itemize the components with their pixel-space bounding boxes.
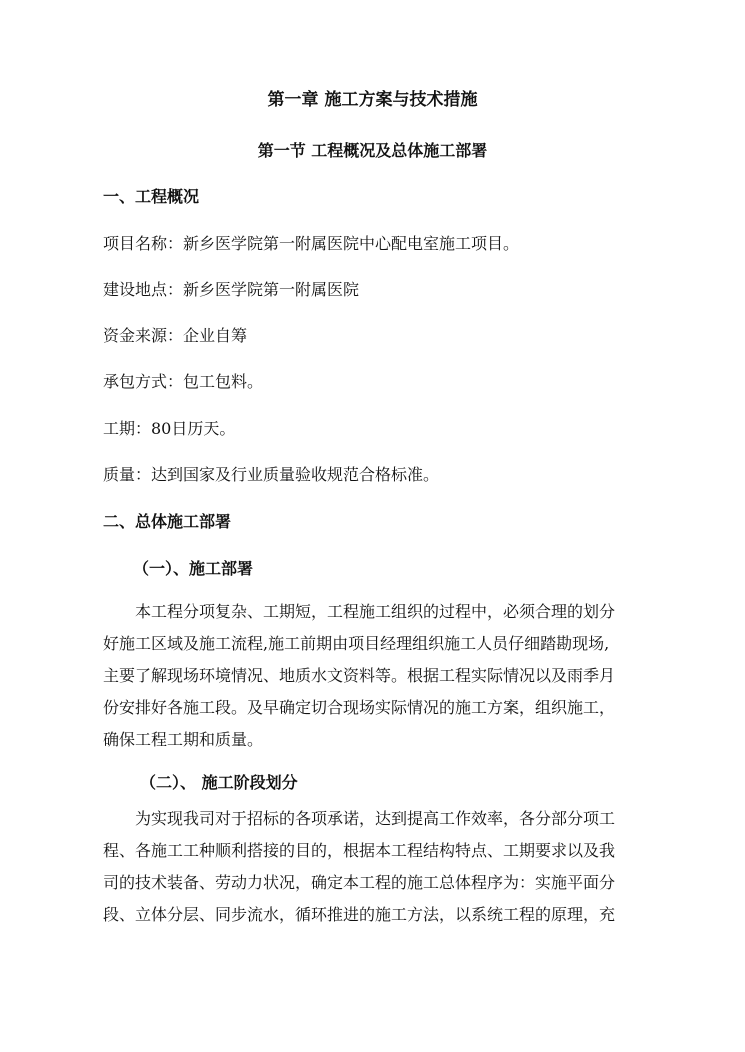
paragraph-deployment — [103, 596, 655, 756]
funding-line: 资金来源：企业自筹 — [103, 326, 248, 345]
project-name-line: 项目名称：新乡医学院第一附属医院中心配电室施工项目。 — [103, 234, 520, 253]
paragraph-line: 程、各施工工种顺利搭接的目的，根据本工程结构特点、工期要求以及我 — [103, 841, 616, 860]
contract-line: 承包方式：包工包料。 — [103, 372, 264, 391]
duration-line: 工期：80日历天。 — [103, 419, 236, 438]
paragraph-line: 确保工程工期和质量。 — [103, 730, 264, 749]
quality-line: 质量：达到国家及行业质量验收规范合格标准。 — [103, 465, 440, 484]
paragraph-line: 份安排好各施工段。及早确定切合现场实际情况的施工方案，组织施工， — [103, 698, 616, 717]
location-line: 建设地点：新乡医学院第一附属医院 — [103, 280, 360, 299]
heading-project-overview: 一、工程概况 — [103, 187, 200, 206]
chapter-title: 第一章 施工方案与技术措施 — [267, 90, 478, 110]
paragraph-line: 段、立体分层、同步流水，循环推进的施工方法，以系统工程的原理，充 — [103, 905, 616, 924]
section-title: 第一节 工程概况及总体施工部署 — [257, 141, 488, 160]
paragraph-line: 司的技术装备、劳动力状况，确定本工程的施工总体程序为：实施平面分 — [103, 873, 616, 892]
heading-overall-deployment: 二、总体施工部署 — [103, 512, 232, 531]
paragraph-line: 为实现我司对于招标的各项承诺，达到提高工作效率，各分部分项工 — [135, 809, 616, 828]
paragraph-line: 主要了解现场环境情况、地质水文资料等。根据工程实际情况以及雨季月 — [103, 666, 616, 685]
subheading-construction-deployment: （一）、施工部署 — [133, 559, 254, 578]
paragraph-line: 好施工区域及施工流程,施工前期由项目经理组织施工人员仔细踏勘现场, — [103, 634, 610, 653]
subheading-construction-stages: （二）、 施工阶段划分 — [140, 773, 298, 792]
paragraph-stages — [103, 803, 655, 931]
paragraph-line: 本工程分项复杂、工期短，工程施工组织的过程中，必须合理的划分 — [135, 602, 616, 621]
